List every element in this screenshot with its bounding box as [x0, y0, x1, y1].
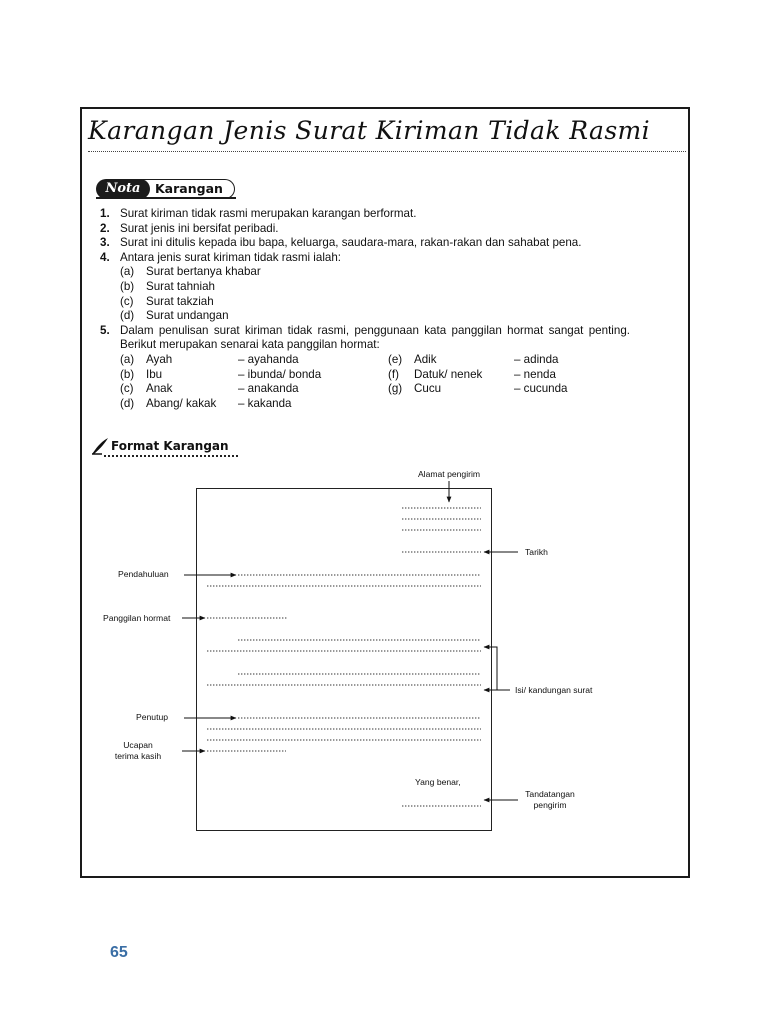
honorific-letter: (e) [388, 352, 403, 366]
label-isi-kandungan: Isi/ kandungan surat [515, 685, 593, 695]
item-letter: (d) [120, 309, 135, 323]
honorific-word: Cucu [414, 382, 442, 396]
note-text: Surat kiriman tidak rasmi merupakan karangan berformat. [120, 207, 417, 220]
honorific-letter: (d) [120, 396, 135, 410]
honorific-term: – ibunda/ bonda [238, 367, 322, 381]
note-text: Surat jenis ini bersifat peribadi. [120, 221, 279, 235]
honorific-term: – anakanda [238, 382, 299, 396]
note-number: 2. [100, 221, 110, 235]
note-text: Antara jenis surat kiriman tidak rasmi ialah: [120, 250, 342, 264]
label-penutup: Penutup [136, 712, 169, 722]
label-pendahuluan: Pendahuluan [118, 569, 169, 579]
label-tarikh: Tarikh [525, 547, 548, 557]
item-text: Surat tahniah [146, 279, 215, 293]
honorific-word: Abang/ kakak [146, 396, 217, 410]
note-number: 3. [100, 236, 110, 250]
honorific-letter: (g) [388, 382, 403, 396]
honorific-term: – cucunda [514, 382, 568, 396]
page-number: 65 [110, 944, 128, 961]
format-heading: Format Karangan [111, 439, 229, 453]
label-ucapan-line2: terima kasih [114, 751, 162, 761]
label-ucapan [108, 740, 168, 762]
item-text: Surat undangan [146, 309, 229, 323]
honorific-letter: (b) [120, 367, 135, 381]
label-ucapan-line1: Ucapan [123, 740, 153, 750]
honorific-word: Anak [146, 382, 173, 396]
note-number: 5. [100, 323, 110, 337]
honorific-letter: (a) [120, 352, 135, 366]
item-text: Surat takziah [146, 294, 214, 308]
honorific-term: – ayahanda [238, 352, 299, 366]
honorific-term: – nenda [514, 367, 556, 381]
item-letter: (b) [120, 279, 135, 293]
page-title: Karangan Jenis Surat Kiriman Tidak Rasmi [88, 116, 651, 145]
honorific-term: – adinda [514, 352, 559, 366]
label-yang-benar: Yang benar, [415, 777, 461, 787]
label-panggilan-hormat: Panggilan hormat [103, 613, 171, 623]
nota-label: Karangan [155, 181, 223, 196]
nota-badge: Nota [96, 179, 150, 199]
note-number: 1. [100, 207, 110, 220]
note-text: Dalam penulisan surat kiriman tidak rasmi, penggunaan kata panggilan hormat sangat penting. Berikut merupakan senarai kata panggilan hormat: [120, 323, 630, 352]
honorific-word: Ayah [146, 352, 173, 366]
item-letter: (a) [120, 265, 135, 279]
label-alamat-pengirim: Alamat pengirim [417, 469, 481, 479]
honorific-letter: (c) [120, 382, 134, 396]
note-text: Surat ini ditulis kepada ibu bapa, keluarga, saudara-mara, rakan-rakan dan sahabat pena. [120, 236, 582, 250]
honorific-word: Datuk/ nenek [414, 367, 483, 381]
label-tandatangan-line2: pengirim [533, 800, 567, 810]
honorific-letter: (f) [388, 367, 399, 381]
item-text: Surat bertanya khabar [146, 265, 261, 279]
honorific-word: Adik [414, 352, 437, 366]
honorific-word: Ibu [146, 367, 163, 381]
item-letter: (c) [120, 294, 134, 308]
honorific-term: – kakanda [238, 396, 292, 410]
label-tandatangan-line1: Tandatangan [525, 789, 575, 799]
note-number: 4. [100, 250, 110, 264]
label-tandatangan [517, 789, 583, 811]
